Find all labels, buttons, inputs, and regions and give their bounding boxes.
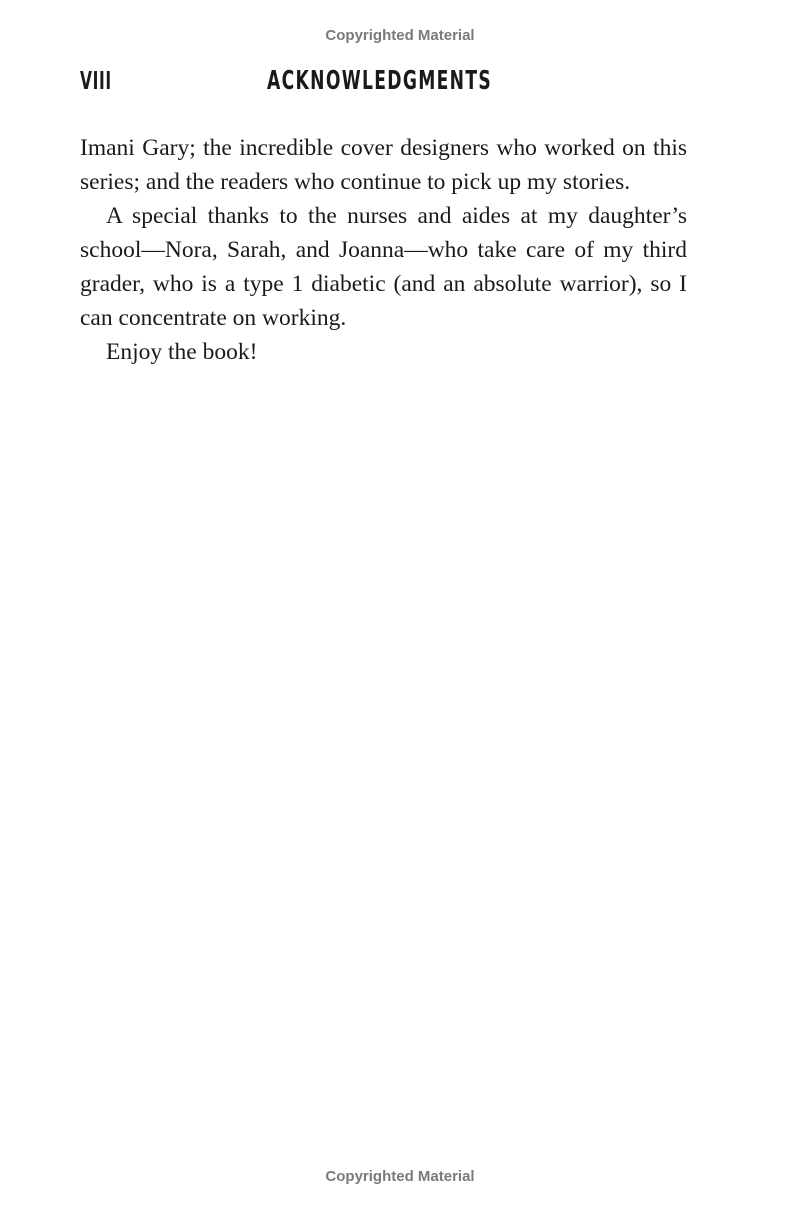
paragraph: Enjoy the book!: [106, 339, 258, 365]
page-number: VIII: [80, 66, 112, 95]
paragraph: Imani Gary; the incredible cover designers who worked on this series; and the readers who continue to pick up my stories.: [80, 135, 687, 195]
copyright-watermark-bottom: Copyrighted Material: [325, 1168, 475, 1185]
chapter-title: ACKNOWLEDGMENTS: [267, 66, 493, 96]
paragraph: A special thanks to the nurses and aides at my daughter’s school—Nora, Sarah, and Joanna—who take care of my third grader, who is a type 1 diabetic (and an absolute warrior), so I can concentrate on working.: [80, 203, 687, 331]
running-head: [80, 66, 700, 106]
body-text: [80, 131, 687, 369]
copyright-watermark-top: Copyrighted Material: [325, 27, 475, 44]
